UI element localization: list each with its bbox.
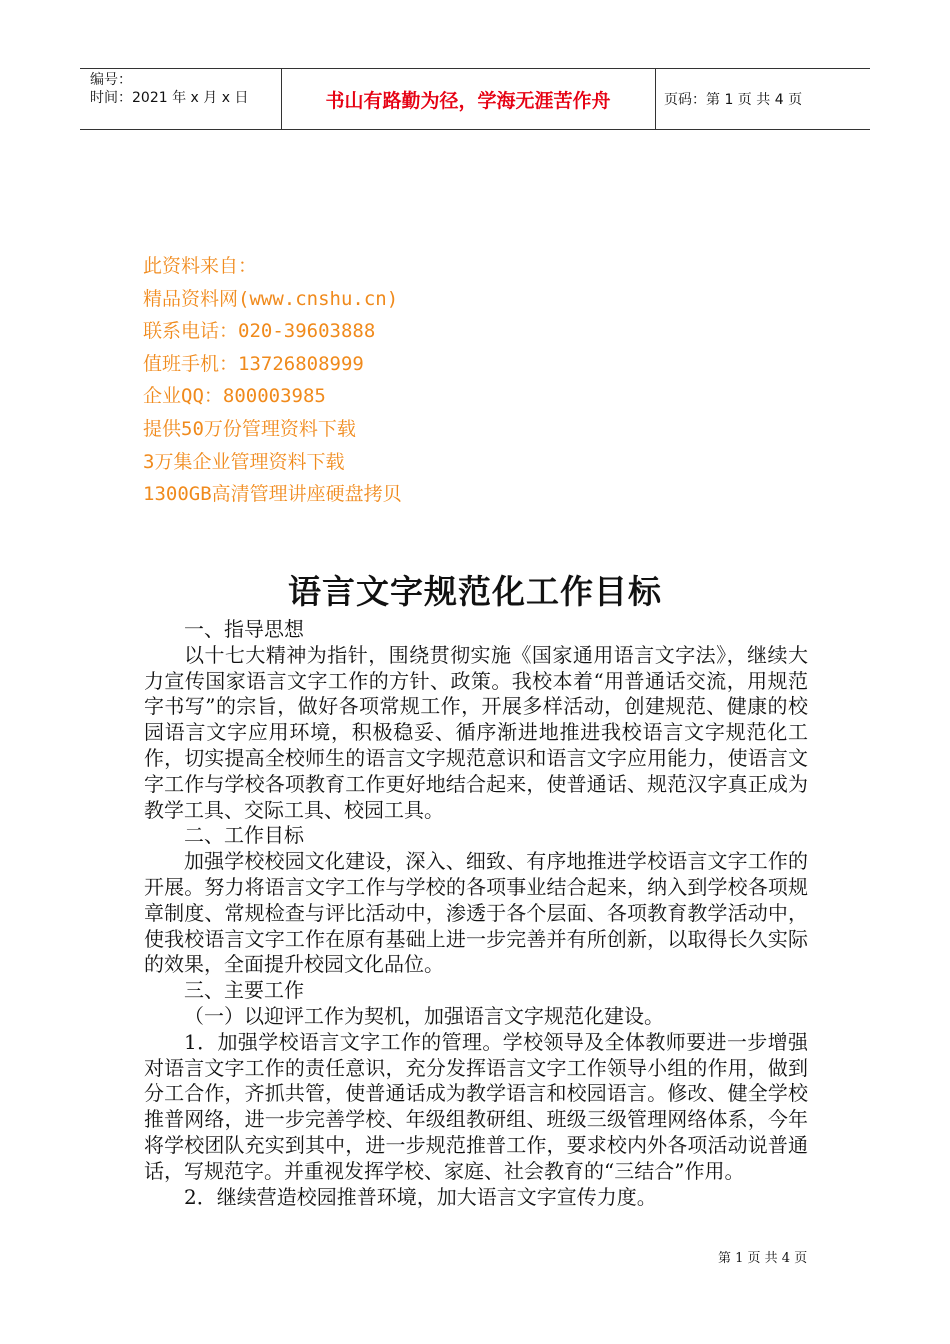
header-meta <box>80 69 280 129</box>
paragraph: 1．加强学校语言文字工作的管理。学校领导及全体教师要进一步增强对语言文字工作的责任意识，充分发挥语言文字工作领导小组的作用，做到分工合作，齐抓共管，使普通话成为教学语言和校园语言。修改、健全学校推普网络，进一步完善学校、年级组教研组、班级三级管理网络体系，今年将学校团队充实到其中，进一步规范推普工作，要求校内外各项活动说普通话，写规范字。并重视发挥学校、家庭、社会教育的“三结合”作用。 <box>144 1029 808 1183</box>
source-line: 精品资料网(www.cnshu.cn) <box>143 287 399 310</box>
paragraph: 加强学校校园文化建设，深入、细致、有序地推进学校语言文字工作的开展。努力将语言文字工作与学校的各项事业结合起来，纳入到学校各项规章制度、常规检查与评比活动中，渗透于各个层面、各项教育教学活动中，使我校语言文字工作在原有基础上进一步完善并有所创新，以取得长久实际的效果，全面提升校园文化品位。 <box>144 849 808 977</box>
header-divider <box>655 69 656 129</box>
subsection-heading: （一）以迎评工作为契机，加强语言文字规范化建设。 <box>184 1003 664 1028</box>
section-heading: 一、指导思想 <box>184 617 304 641</box>
time-label: 时间：2021 年 x 月 x 日 <box>90 90 249 106</box>
number-label: 编号： <box>90 72 132 88</box>
header-motto: 书山有路勤为径，学海无涯苦作舟 <box>325 89 611 112</box>
paragraph: 以十七大精神为指针，围绕贯彻实施《国家通用语言文字法》，继续大力宣传国家语言文字工作的方针、政策。我校本着“用普通话交流，用规范字书写”的宗旨，做好各项常规工作，开展多样活动，创建规范、健康的校园语言文字应用环境，积极稳妥、循序渐进地推进我校语言文字规范化工作，切实提高全校师生的语言文字规范意识和语言文字应用能力，使语言文字工作与学校各项教育工作更好地结合起来，使普通话、规范汉字真正成为教学工具、交际工具、校园工具。 <box>144 642 808 822</box>
document-body <box>144 617 808 1210</box>
page-footer: 第 1 页 共 4 页 <box>718 1251 808 1266</box>
source-line: 3万集企业管理资料下载 <box>143 450 345 473</box>
paragraph: 2．继续营造校园推普环境，加大语言文字宣传力度。 <box>184 1184 657 1209</box>
header-page-code: 页码：第 1 页 共 4 页 <box>664 92 803 108</box>
source-line: 联系电话：020-39603888 <box>143 320 376 343</box>
section-heading: 二、工作目标 <box>184 823 304 848</box>
section-heading: 三、主要工作 <box>184 978 304 1003</box>
document-header <box>80 68 870 130</box>
source-info <box>143 250 402 511</box>
source-line: 企业QQ：800003985 <box>143 385 326 408</box>
source-line: 值班手机：13726808999 <box>143 352 364 375</box>
source-line: 1300GB高清管理讲座硬盘拷贝 <box>143 483 402 506</box>
source-line: 提供50万份管理资料下载 <box>143 417 356 440</box>
source-line: 此资料来自： <box>143 255 258 277</box>
document-title: 语言文字规范化工作目标 <box>288 572 662 611</box>
